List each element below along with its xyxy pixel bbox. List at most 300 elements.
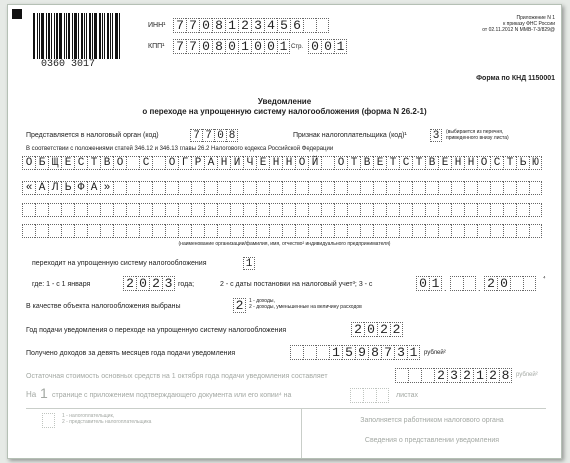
char-cell[interactable] <box>61 203 74 217</box>
char-cell[interactable]: 2 <box>233 298 246 313</box>
char-cell[interactable]: В <box>425 156 438 170</box>
char-cell[interactable]: 1 <box>225 18 238 33</box>
char-cell[interactable] <box>516 203 529 217</box>
income-cells[interactable] <box>290 345 420 360</box>
char-cell[interactable]: О <box>113 156 126 170</box>
char-cell[interactable]: 2 <box>434 368 447 383</box>
char-cell[interactable] <box>113 181 126 195</box>
char-cell[interactable] <box>230 181 243 195</box>
char-cell[interactable] <box>165 224 178 238</box>
barcode-text: 0360 3017 <box>41 59 96 70</box>
char-cell[interactable] <box>334 224 347 238</box>
tax-office-section-title: Заполняется работником налогового органа <box>360 417 504 424</box>
char-cell[interactable]: 8 <box>499 368 512 383</box>
char-cell[interactable] <box>269 181 282 195</box>
char-cell[interactable] <box>316 18 329 33</box>
char-cell[interactable] <box>204 224 217 238</box>
char-cell[interactable] <box>42 413 55 428</box>
transition-day-cells[interactable] <box>416 276 442 291</box>
taxpayer-sign-label: Признак налогоплательщика (код)¹ <box>293 132 407 139</box>
char-cell[interactable]: 0 <box>308 39 321 54</box>
char-cell[interactable] <box>490 224 503 238</box>
char-cell[interactable] <box>321 156 334 170</box>
char-cell[interactable]: Н <box>282 156 295 170</box>
char-cell[interactable]: Е <box>61 156 74 170</box>
char-cell[interactable]: 0 <box>136 276 149 291</box>
char-cell[interactable] <box>360 203 373 217</box>
page-number-cells[interactable] <box>308 39 347 54</box>
char-cell[interactable] <box>178 181 191 195</box>
legal-basis: В соответствии с положениями статей 346.12 и 346.13 главы 26.2 Налогового кодекса Российской Федерации <box>26 146 334 152</box>
char-cell[interactable] <box>152 156 165 170</box>
object-label: В качестве объекта налогообложения выбраны <box>26 303 181 310</box>
char-cell[interactable] <box>204 181 217 195</box>
char-cell[interactable]: 1 <box>407 345 420 360</box>
char-cell[interactable] <box>126 203 139 217</box>
char-cell[interactable] <box>463 276 476 291</box>
char-cell[interactable] <box>464 181 477 195</box>
taxpayer-sign-cell[interactable] <box>430 129 442 142</box>
char-cell[interactable]: 7 <box>202 129 214 142</box>
barcode-bar <box>94 13 97 59</box>
char-cell[interactable] <box>269 203 282 217</box>
corner-marker <box>12 9 22 19</box>
char-cell[interactable] <box>100 224 113 238</box>
char-cell[interactable] <box>386 181 399 195</box>
barcode-bar <box>33 13 35 59</box>
char-cell[interactable] <box>321 224 334 238</box>
transition-where-label: где: 1 - с 1 января <box>32 281 91 288</box>
char-cell[interactable] <box>399 203 412 217</box>
char-cell[interactable] <box>22 224 35 238</box>
char-cell[interactable] <box>395 368 408 383</box>
char-cell[interactable] <box>516 224 529 238</box>
char-cell[interactable]: 1 <box>329 345 342 360</box>
char-cell[interactable]: И <box>230 156 243 170</box>
char-cell[interactable] <box>386 203 399 217</box>
char-cell[interactable] <box>61 224 74 238</box>
char-cell[interactable] <box>464 224 477 238</box>
char-cell[interactable]: 7 <box>186 39 199 54</box>
char-cell[interactable] <box>503 181 516 195</box>
barcode-bar <box>119 13 120 59</box>
char-cell[interactable] <box>363 388 376 403</box>
char-cell[interactable]: Т <box>347 156 360 170</box>
char-cell[interactable]: 3 <box>251 18 264 33</box>
char-cell[interactable]: 0 <box>251 39 264 54</box>
org-name-row-4[interactable] <box>22 224 542 238</box>
barcode <box>33 13 121 59</box>
char-cell[interactable]: 0 <box>364 322 377 337</box>
char-cell[interactable] <box>464 203 477 217</box>
transition-month-cells[interactable] <box>450 276 476 291</box>
char-cell[interactable] <box>450 276 463 291</box>
char-cell[interactable]: 0 <box>321 39 334 54</box>
char-cell[interactable] <box>350 388 363 403</box>
char-cell[interactable] <box>308 181 321 195</box>
char-cell[interactable] <box>113 224 126 238</box>
char-cell[interactable] <box>503 203 516 217</box>
char-cell[interactable] <box>386 224 399 238</box>
char-cell[interactable] <box>399 224 412 238</box>
char-cell[interactable] <box>22 203 35 217</box>
char-cell[interactable]: Ь <box>516 156 529 170</box>
char-cell[interactable]: 2 <box>149 276 162 291</box>
char-cell[interactable]: А <box>87 181 100 195</box>
char-cell[interactable] <box>316 345 329 360</box>
char-cell[interactable] <box>204 203 217 217</box>
char-cell[interactable] <box>308 224 321 238</box>
char-cell[interactable] <box>217 181 230 195</box>
char-cell[interactable]: 2 <box>123 276 136 291</box>
char-cell[interactable]: » <box>100 181 113 195</box>
char-cell[interactable] <box>425 181 438 195</box>
pages-prefix: На <box>26 390 37 399</box>
char-cell[interactable] <box>303 18 316 33</box>
char-cell[interactable] <box>100 203 113 217</box>
char-cell[interactable] <box>523 276 536 291</box>
char-cell[interactable]: 2 <box>484 276 497 291</box>
char-cell[interactable]: Ь <box>61 181 74 195</box>
barcode-bar <box>39 13 40 59</box>
char-cell[interactable] <box>438 181 451 195</box>
char-cell[interactable]: Н <box>217 156 230 170</box>
char-cell[interactable]: Щ <box>48 156 61 170</box>
object-code-cell[interactable] <box>233 298 246 313</box>
char-cell[interactable]: 7 <box>186 18 199 33</box>
char-cell[interactable] <box>373 224 386 238</box>
char-cell[interactable]: 8 <box>212 39 225 54</box>
char-cell[interactable] <box>243 224 256 238</box>
char-cell[interactable] <box>48 224 61 238</box>
barcode-bar <box>115 13 118 59</box>
char-cell[interactable] <box>35 203 48 217</box>
char-cell[interactable] <box>282 181 295 195</box>
char-cell[interactable]: 7 <box>173 39 186 54</box>
char-cell[interactable]: 8 <box>368 345 381 360</box>
footnote-4-mark: ⁴ <box>543 276 546 282</box>
char-cell[interactable]: 8 <box>226 129 238 142</box>
char-cell[interactable] <box>373 181 386 195</box>
char-cell[interactable] <box>139 224 152 238</box>
taxpayer-sign-note <box>446 129 509 141</box>
char-cell[interactable] <box>269 224 282 238</box>
kpp-cells[interactable] <box>173 39 290 54</box>
transition-label: переходит на упрощенную систему налогообложения <box>32 260 207 267</box>
char-cell[interactable] <box>165 181 178 195</box>
char-cell[interactable] <box>303 345 316 360</box>
appendix-line-2: к приказу ФНС России <box>503 21 555 27</box>
char-cell[interactable]: 2 <box>460 368 473 383</box>
char-cell[interactable] <box>152 224 165 238</box>
char-cell[interactable] <box>165 203 178 217</box>
char-cell[interactable] <box>230 224 243 238</box>
transition-code-cell[interactable] <box>243 257 255 270</box>
char-cell[interactable] <box>256 181 269 195</box>
char-cell[interactable] <box>451 203 464 217</box>
org-name-row-2[interactable] <box>22 181 542 195</box>
barcode-bar <box>56 13 58 59</box>
org-name-row-1[interactable] <box>22 156 542 170</box>
char-cell[interactable] <box>425 224 438 238</box>
char-cell[interactable]: Е <box>438 156 451 170</box>
char-cell[interactable] <box>87 203 100 217</box>
char-cell[interactable] <box>503 224 516 238</box>
signer-legend <box>62 413 151 425</box>
char-cell[interactable] <box>230 203 243 217</box>
char-cell[interactable]: Т <box>503 156 516 170</box>
char-cell[interactable]: Й <box>308 156 321 170</box>
char-cell[interactable] <box>376 388 389 403</box>
appendix-line-1: Приложение N 1 <box>516 15 555 21</box>
char-cell[interactable] <box>477 224 490 238</box>
char-cell[interactable]: С <box>399 156 412 170</box>
char-cell[interactable]: С <box>490 156 503 170</box>
char-cell[interactable] <box>347 203 360 217</box>
char-cell[interactable]: 1 <box>429 276 442 291</box>
char-cell[interactable]: 1 <box>334 39 347 54</box>
residual-unit: рублей² <box>516 372 538 378</box>
char-cell[interactable]: 8 <box>212 18 225 33</box>
char-cell[interactable] <box>282 224 295 238</box>
char-cell[interactable] <box>347 181 360 195</box>
char-cell[interactable] <box>490 203 503 217</box>
char-cell[interactable] <box>477 203 490 217</box>
char-cell[interactable]: Н <box>464 156 477 170</box>
char-cell[interactable] <box>35 224 48 238</box>
char-cell[interactable] <box>412 224 425 238</box>
barcode-bar <box>59 13 62 59</box>
char-cell[interactable]: 1 <box>277 39 290 54</box>
signer-legend-1: 1 - налогоплательщик, <box>62 413 115 419</box>
char-cell[interactable] <box>152 181 165 195</box>
pages-number: 1 <box>40 385 48 401</box>
char-cell[interactable] <box>516 181 529 195</box>
char-cell[interactable]: 0 <box>199 39 212 54</box>
char-cell[interactable]: 7 <box>381 345 394 360</box>
barcode-bar <box>112 13 113 59</box>
char-cell[interactable] <box>126 181 139 195</box>
char-cell[interactable]: Ф <box>74 181 87 195</box>
char-cell[interactable]: 3 <box>162 276 175 291</box>
char-cell[interactable] <box>217 224 230 238</box>
char-cell[interactable] <box>399 181 412 195</box>
char-cell[interactable]: А <box>35 181 48 195</box>
char-cell[interactable] <box>87 224 100 238</box>
char-cell[interactable] <box>334 203 347 217</box>
tax-office-section-sub: Сведения о представлении уведомления <box>364 437 500 444</box>
char-cell[interactable] <box>510 276 523 291</box>
barcode-bar <box>104 13 105 59</box>
char-cell[interactable] <box>334 181 347 195</box>
char-cell[interactable]: Т <box>87 156 100 170</box>
char-cell[interactable] <box>451 224 464 238</box>
income-label: Получено доходов за девять месяцев года подачи уведомления <box>26 350 236 357</box>
char-cell[interactable]: Т <box>412 156 425 170</box>
authority-code-cells[interactable] <box>190 129 238 142</box>
char-cell[interactable] <box>178 203 191 217</box>
char-cell[interactable]: 2 <box>390 322 403 337</box>
char-cell[interactable] <box>490 181 503 195</box>
barcode-bar <box>37 13 38 59</box>
char-cell[interactable] <box>412 181 425 195</box>
char-cell[interactable]: Н <box>269 156 282 170</box>
char-cell[interactable] <box>529 181 542 195</box>
barcode-bar <box>64 13 65 59</box>
sign-note-line-1: (выбирается из перечня, <box>446 129 504 135</box>
barcode-bar <box>48 13 50 59</box>
char-cell[interactable] <box>347 224 360 238</box>
char-cell[interactable]: 3 <box>394 345 407 360</box>
barcode-bar <box>92 13 93 59</box>
signer-legend-2: 2 - представитель налогоплательщика <box>62 419 152 425</box>
transition-year-suffix: года; <box>178 281 195 288</box>
char-cell[interactable]: Ч <box>243 156 256 170</box>
char-cell[interactable] <box>243 181 256 195</box>
transition-year-cells[interactable] <box>123 276 175 291</box>
char-cell[interactable] <box>438 224 451 238</box>
char-cell[interactable] <box>295 181 308 195</box>
char-cell[interactable]: О <box>165 156 178 170</box>
char-cell[interactable] <box>256 224 269 238</box>
char-cell[interactable] <box>373 203 386 217</box>
char-cell[interactable]: Л <box>48 181 61 195</box>
char-cell[interactable] <box>113 203 126 217</box>
char-cell[interactable]: 0 <box>264 39 277 54</box>
char-cell[interactable] <box>477 181 490 195</box>
page-label: Стр. <box>291 44 304 50</box>
char-cell[interactable]: Е <box>373 156 386 170</box>
char-cell[interactable] <box>321 203 334 217</box>
char-cell[interactable]: 0 <box>497 276 510 291</box>
barcode-bar <box>46 13 47 59</box>
char-cell[interactable]: Р <box>191 156 204 170</box>
tax-form-page <box>7 4 562 459</box>
char-cell[interactable] <box>438 203 451 217</box>
char-cell[interactable]: Н <box>451 156 464 170</box>
inn-cells[interactable] <box>173 18 329 33</box>
char-cell[interactable] <box>360 181 373 195</box>
char-cell[interactable] <box>256 203 269 217</box>
char-cell[interactable] <box>408 368 421 383</box>
char-cell[interactable] <box>191 203 204 217</box>
char-cell[interactable]: 3 <box>430 129 442 142</box>
char-cell[interactable]: А <box>204 156 217 170</box>
char-cell[interactable]: 1 <box>238 39 251 54</box>
char-cell[interactable]: 6 <box>290 18 303 33</box>
char-cell[interactable]: 0 <box>225 39 238 54</box>
char-cell[interactable]: Т <box>386 156 399 170</box>
char-cell[interactable] <box>243 203 256 217</box>
char-cell[interactable] <box>425 203 438 217</box>
char-cell[interactable] <box>412 203 425 217</box>
char-cell[interactable] <box>139 181 152 195</box>
char-cell[interactable]: 4 <box>264 18 277 33</box>
char-cell[interactable] <box>295 224 308 238</box>
char-cell[interactable]: 9 <box>355 345 368 360</box>
char-cell[interactable] <box>308 203 321 217</box>
pages-label: странице с приложением подтверждающего документа или его копии⁴ на <box>52 392 292 399</box>
char-cell[interactable]: Ю <box>529 156 542 170</box>
char-cell[interactable] <box>451 181 464 195</box>
char-cell[interactable] <box>126 224 139 238</box>
form-code: Форма по КНД 1150001 <box>476 75 555 82</box>
barcode-bar <box>72 13 73 59</box>
char-cell[interactable] <box>74 224 87 238</box>
char-cell[interactable]: О <box>477 156 490 170</box>
char-cell[interactable] <box>191 224 204 238</box>
char-cell[interactable]: Б <box>35 156 48 170</box>
char-cell[interactable]: 5 <box>277 18 290 33</box>
char-cell[interactable]: 0 <box>199 18 212 33</box>
char-cell[interactable] <box>152 203 165 217</box>
char-cell[interactable] <box>321 181 334 195</box>
residual-label: Остаточная стоимость основных средств на 1 октября года подачи уведомления составляет <box>26 373 328 380</box>
char-cell[interactable]: 2 <box>351 322 364 337</box>
char-cell[interactable]: 5 <box>342 345 355 360</box>
char-cell[interactable] <box>290 345 303 360</box>
org-name-row-3[interactable] <box>22 203 542 217</box>
barcode-bar <box>107 13 109 59</box>
char-cell[interactable]: 2 <box>377 322 390 337</box>
char-cell[interactable] <box>178 224 191 238</box>
char-cell[interactable]: О <box>22 156 35 170</box>
char-cell[interactable]: В <box>100 156 113 170</box>
char-cell[interactable]: 7 <box>190 129 202 142</box>
char-cell[interactable]: С <box>74 156 87 170</box>
object-option-1: 1 - доходы, <box>249 298 275 304</box>
char-cell[interactable]: 3 <box>447 368 460 383</box>
char-cell[interactable] <box>529 203 542 217</box>
char-cell[interactable] <box>360 224 373 238</box>
char-cell[interactable] <box>191 181 204 195</box>
char-cell[interactable]: В <box>360 156 373 170</box>
filing-year-label: Год подачи уведомления о переходе на упрощенную систему налогообложения <box>26 327 287 334</box>
char-cell[interactable] <box>48 203 61 217</box>
char-cell[interactable]: С <box>139 156 152 170</box>
char-cell[interactable]: 0 <box>416 276 429 291</box>
char-cell[interactable]: О <box>334 156 347 170</box>
char-cell[interactable] <box>126 156 139 170</box>
char-cell[interactable]: 7 <box>173 18 186 33</box>
char-cell[interactable] <box>282 203 295 217</box>
transition-yy-cells[interactable] <box>484 276 536 291</box>
bottom-vertical-divider <box>301 408 302 458</box>
char-cell[interactable] <box>74 203 87 217</box>
barcode-bar <box>99 13 101 59</box>
char-cell[interactable] <box>421 368 434 383</box>
char-cell[interactable]: Г <box>178 156 191 170</box>
signer-code-cell[interactable] <box>42 413 55 428</box>
char-cell[interactable] <box>217 203 230 217</box>
char-cell[interactable]: 1 <box>473 368 486 383</box>
char-cell[interactable]: « <box>22 181 35 195</box>
char-cell[interactable]: 0 <box>214 129 226 142</box>
char-cell[interactable] <box>295 203 308 217</box>
char-cell[interactable] <box>529 224 542 238</box>
barcode-bar <box>84 13 85 59</box>
barcode-bar <box>41 13 44 59</box>
filing-year-cells[interactable] <box>351 322 403 337</box>
char-cell[interactable]: 2 <box>486 368 499 383</box>
attachment-sheets-cells[interactable] <box>350 388 389 403</box>
residual-cells[interactable] <box>395 368 512 383</box>
char-cell[interactable]: 2 <box>238 18 251 33</box>
char-cell[interactable]: 1 <box>243 257 255 270</box>
char-cell[interactable]: Е <box>256 156 269 170</box>
char-cell[interactable]: О <box>295 156 308 170</box>
char-cell[interactable] <box>139 203 152 217</box>
